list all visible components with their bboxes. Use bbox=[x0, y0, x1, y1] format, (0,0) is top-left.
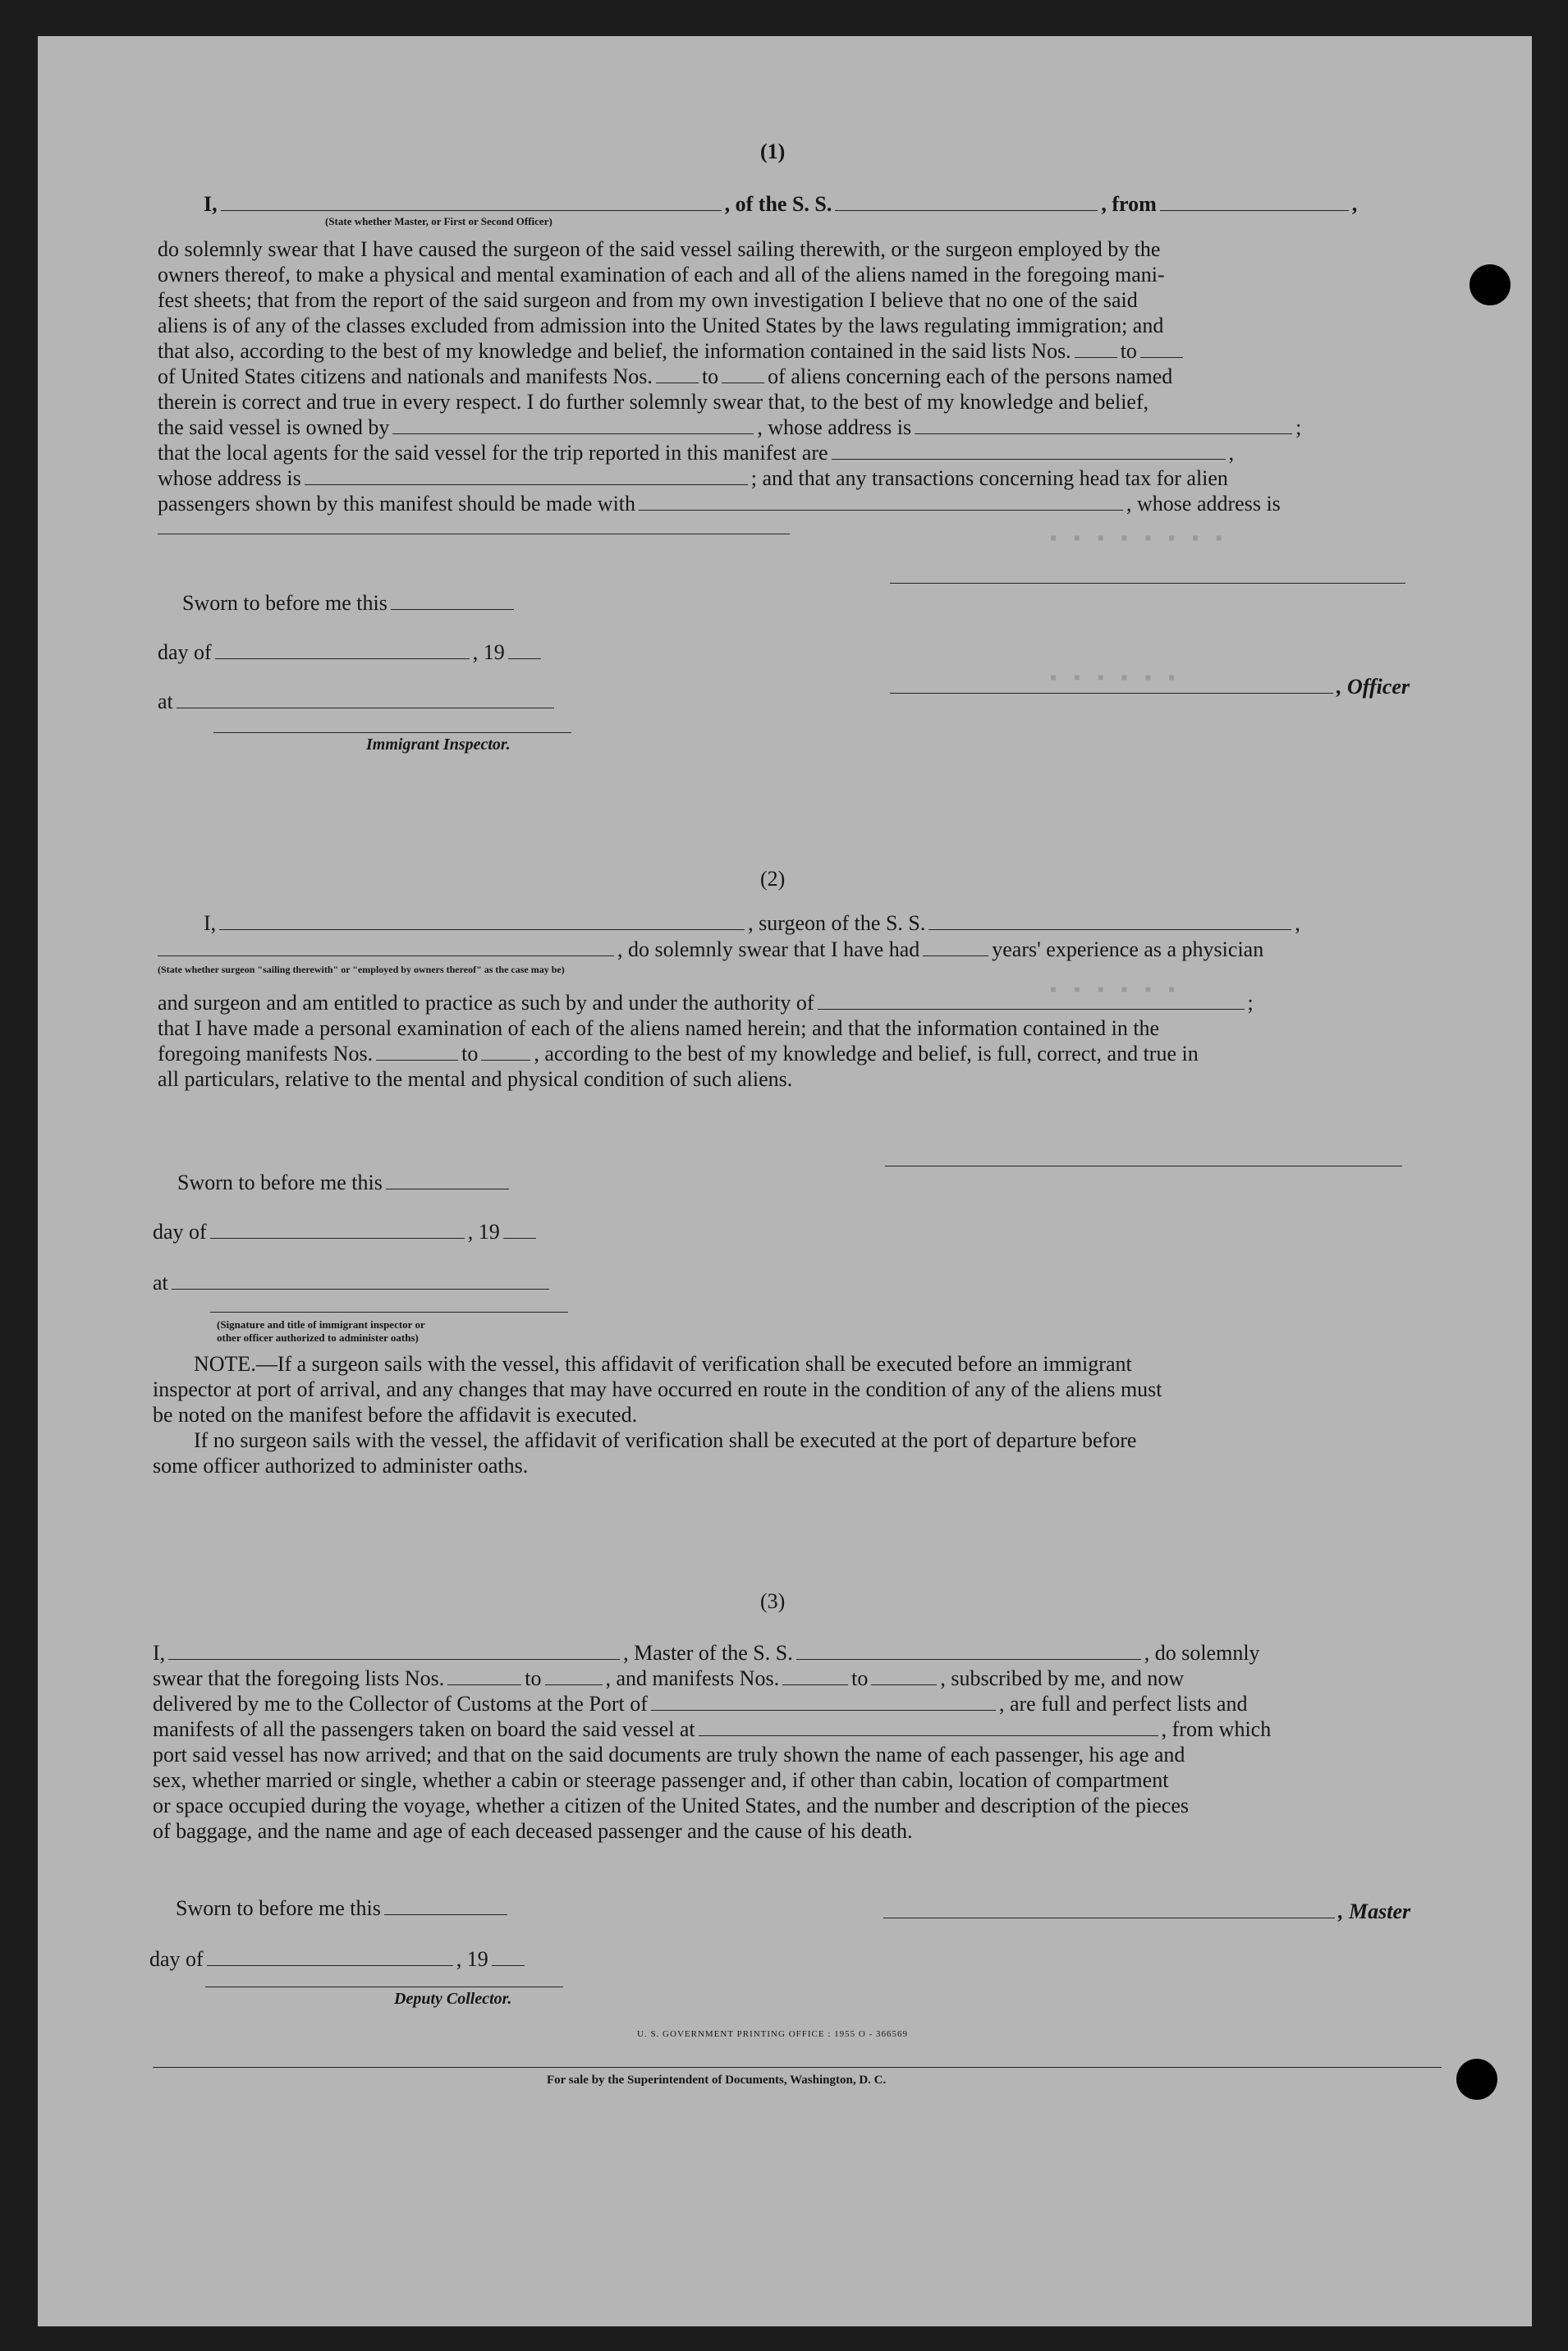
list-from-field[interactable] bbox=[447, 1668, 521, 1685]
to-label: to bbox=[1120, 339, 1137, 363]
body-line: fest sheets; that from the report of the said surgeon and from my own investigation I believe that no one of the said bbox=[158, 288, 1138, 312]
year-field[interactable] bbox=[492, 1949, 525, 1966]
section-3-body bbox=[153, 1640, 1445, 1844]
lists-text: , are full and perfect lists and bbox=[998, 1692, 1248, 1716]
made-with-text: passengers shown by this manifest should be made with bbox=[158, 492, 636, 516]
vessel-field[interactable] bbox=[928, 913, 1291, 930]
manifest-from-field[interactable] bbox=[656, 366, 699, 383]
note-line: be noted on the manifest before the affidavit is executed. bbox=[153, 1403, 638, 1427]
head-tax-text: ; and that any transactions concerning head tax for alien bbox=[750, 466, 1228, 490]
manifest-to-field[interactable] bbox=[481, 1043, 530, 1061]
list-to-field[interactable] bbox=[545, 1668, 603, 1685]
lists-text: swear that the foregoing lists Nos. bbox=[153, 1666, 445, 1690]
inspector-signature-line[interactable] bbox=[210, 1312, 568, 1313]
experience-line bbox=[158, 937, 1263, 962]
comma: , bbox=[1351, 192, 1358, 216]
body-line: owners thereof, to make a physical and mental examination of each and all of the aliens named in the foregoing mani- bbox=[158, 263, 1165, 286]
month-field[interactable] bbox=[210, 1221, 465, 1239]
surgeon-caption: (State whether surgeon "sailing therewith" or "employed by owners thereof" as the case may be) bbox=[158, 964, 565, 975]
month-field[interactable] bbox=[215, 642, 470, 659]
do-solemnly-text: , do solemnly bbox=[1144, 1641, 1260, 1665]
manifests-text: , and manifests Nos. bbox=[605, 1666, 780, 1690]
body-line bbox=[158, 491, 1447, 516]
manifest-from-field[interactable] bbox=[376, 1043, 458, 1061]
sworn-day-field[interactable] bbox=[384, 1898, 507, 1915]
body-line: therein is correct and true in every respect. I do further solemnly swear that, to the best of my knowledge and belief, bbox=[158, 390, 1149, 414]
year-label: , 19 bbox=[467, 1220, 500, 1244]
place-field[interactable] bbox=[172, 1272, 549, 1290]
body-line: all particulars, relative to the mental and physical condition of such aliens. bbox=[158, 1067, 793, 1091]
officer-line bbox=[204, 192, 1357, 217]
sworn-day-field[interactable] bbox=[391, 593, 514, 610]
body-line: of baggage, and the name and age of each deceased passenger and the cause of his death. bbox=[153, 1819, 913, 1843]
swear-text: , do solemnly swear that I have had bbox=[617, 937, 920, 961]
subscribed-text: , subscribed by me, and now bbox=[940, 1666, 1185, 1690]
day-of-line bbox=[149, 1947, 528, 1972]
sale-notice: For sale by the Superintendent of Documents, Washington, D. C. bbox=[547, 2074, 887, 2087]
list-from-field[interactable] bbox=[1075, 341, 1117, 358]
section-1-number: (1) bbox=[760, 140, 786, 163]
surgeon-name-field[interactable] bbox=[219, 913, 745, 930]
body-line: the said vessel is owned by , whose address is ; bbox=[158, 415, 1302, 439]
note-line: inspector at port of arrival, and any changes that may have occurred en route in the condition of any of the aliens must bbox=[153, 1377, 1162, 1401]
to-label: to bbox=[461, 1042, 479, 1066]
section-1-body bbox=[158, 236, 1447, 516]
years-text: years' experience as a physician bbox=[992, 937, 1264, 961]
day-of-label: day of bbox=[158, 640, 212, 664]
agents-field[interactable] bbox=[832, 442, 1226, 460]
master-signature-line bbox=[883, 1900, 1410, 1924]
authority-field[interactable] bbox=[818, 992, 1245, 1010]
to-label: to bbox=[701, 364, 719, 388]
agents-address-field[interactable] bbox=[305, 468, 748, 485]
inspector-signature-line[interactable] bbox=[213, 732, 571, 733]
body-line bbox=[153, 1666, 1445, 1691]
year-label: , 19 bbox=[456, 1947, 488, 1971]
note-line: NOTE.—If a surgeon sails with the vessel, this affidavit of verification shall be executed before an immigrant bbox=[194, 1352, 1132, 1376]
vessel-name-field[interactable] bbox=[835, 194, 1098, 211]
body-line bbox=[153, 1640, 1445, 1666]
body-line: port said vessel has now arrived; and that on the said documents are truly shown the name of each passenger, his age and bbox=[153, 1743, 1185, 1767]
at-label: at bbox=[158, 690, 173, 713]
surgeon-type-field[interactable] bbox=[158, 939, 614, 956]
body-line: that the local agents for the said vessel for the trip reported in this manifest are , bbox=[158, 441, 1235, 465]
body-line: do solemnly swear that I have caused the surgeon of the said vessel sailing therewith, or the surgeon employed by the bbox=[158, 237, 1161, 261]
manifests-text: of United States citizens and nationals and manifests Nos. bbox=[158, 364, 653, 388]
deputy-label: Deputy Collector. bbox=[394, 1990, 512, 2008]
head-tax-party-field[interactable] bbox=[639, 493, 1123, 511]
day-of-label: day of bbox=[153, 1220, 207, 1244]
body-line bbox=[158, 338, 1447, 364]
body-line: or space occupied during the voyage, whether a citizen of the United States, and the number and description of the pieces bbox=[153, 1794, 1190, 1817]
port-field[interactable] bbox=[651, 1693, 996, 1711]
agents-text: that the local agents for the said vessel for the trip reported in this manifest are bbox=[158, 441, 828, 465]
i-label: I, bbox=[204, 192, 218, 216]
to-label: to bbox=[525, 1666, 542, 1690]
body-line: and surgeon and am entitled to practice as such by and under the authority of ; bbox=[158, 991, 1254, 1015]
body-line: sex, whether married or single, whether a cabin or steerage passenger and, if other than cabin, location of compartment bbox=[153, 1768, 1169, 1792]
from-which-text: , from which bbox=[1161, 1717, 1272, 1741]
place-field[interactable] bbox=[177, 691, 554, 708]
sworn-label: Sworn to before me this bbox=[182, 591, 387, 615]
sworn-label: Sworn to before me this bbox=[176, 1896, 381, 1920]
owned-by-text: the said vessel is owned by bbox=[158, 415, 390, 439]
vessel-field[interactable] bbox=[796, 1643, 1141, 1660]
body-line bbox=[153, 1716, 1445, 1742]
section-3-number: (3) bbox=[760, 1589, 786, 1613]
section-2-number: (2) bbox=[760, 867, 786, 891]
to-label: to bbox=[851, 1666, 869, 1690]
sworn-day-field[interactable] bbox=[386, 1172, 509, 1189]
whose-address-label: , whose address is bbox=[1126, 492, 1281, 516]
sig-caption-2: other officer authorized to administer oaths) bbox=[217, 1331, 419, 1344]
manifests-text: foregoing manifests Nos. bbox=[158, 1042, 374, 1066]
note-line: If no surgeon sails with the vessel, the affidavit of verification shall be executed at the port of departure before bbox=[194, 1428, 1137, 1452]
manifest-to-field[interactable] bbox=[722, 366, 764, 383]
surgeon-of-label: , surgeon of the S. S. bbox=[748, 911, 926, 935]
manifest-from-field[interactable] bbox=[782, 1668, 848, 1685]
day-of-line bbox=[153, 1220, 539, 1244]
i-label: I, bbox=[204, 911, 217, 935]
bleed-through: ▪ ▪ ▪ ▪ ▪ ▪ bbox=[1048, 668, 1178, 690]
body-line bbox=[158, 465, 1447, 491]
master-label: , Master bbox=[1338, 1900, 1411, 1923]
collector-text: delivered by me to the Collector of Customs at the Port of bbox=[153, 1692, 648, 1716]
body-line bbox=[158, 1041, 1447, 1066]
month-field[interactable] bbox=[207, 1949, 453, 1966]
manifest-to-field[interactable] bbox=[871, 1668, 937, 1685]
owner-address-field[interactable] bbox=[915, 417, 1292, 434]
year-field[interactable] bbox=[508, 642, 541, 659]
whose-address-text: whose address is bbox=[158, 466, 301, 490]
punch-hole-bottom bbox=[1456, 2059, 1497, 2100]
section-2-body bbox=[158, 990, 1447, 1092]
body-line: that I have made a personal examination of each of the aliens named herein; and that the information contained in the bbox=[158, 1016, 1160, 1040]
day-of-label: day of bbox=[149, 1947, 204, 1971]
according-text: , according to the best of my knowledge and belief, is full, correct, and true in bbox=[534, 1042, 1199, 1066]
sworn-line bbox=[177, 1171, 512, 1195]
sworn-line bbox=[176, 1896, 511, 1921]
whose-address-label: , whose address is bbox=[757, 415, 912, 439]
year-field[interactable] bbox=[503, 1221, 536, 1239]
punch-hole-top bbox=[1469, 264, 1511, 305]
at-label: at bbox=[153, 1271, 168, 1295]
officer-caption: (State whether Master, or First or Second Officer) bbox=[325, 215, 552, 227]
officer-label: , Officer bbox=[1336, 675, 1410, 699]
authority-text: and surgeon and am entitled to practice as such by and under the authority of bbox=[158, 991, 814, 1015]
list-to-field[interactable] bbox=[1140, 341, 1183, 358]
footer-rule bbox=[153, 2067, 1442, 2068]
gpo-imprint: U. S. GOVERNMENT PRINTING OFFICE : 1955 O - 366569 bbox=[637, 2029, 909, 2039]
from-port-field[interactable] bbox=[1160, 194, 1349, 211]
officer-signature-field[interactable] bbox=[890, 676, 1333, 694]
bleed-through: ▪ ▪ ▪ ▪ ▪ ▪ bbox=[1048, 980, 1178, 1002]
from-label: , from bbox=[1101, 192, 1157, 216]
inspector-label: Immigrant Inspector. bbox=[366, 736, 511, 754]
years-field[interactable] bbox=[923, 939, 988, 956]
bleed-through: ▪ ▪ ▪ ▪ ▪ ▪ ▪ ▪ bbox=[1048, 529, 1226, 551]
surgeon-line: I, , surgeon of the S. S. , bbox=[204, 911, 1300, 935]
day-of-line bbox=[158, 640, 544, 665]
note-line: some officer authorized to administer oaths. bbox=[153, 1454, 529, 1478]
body-line bbox=[158, 364, 1447, 389]
signature-line[interactable] bbox=[890, 583, 1405, 584]
year-label: , 19 bbox=[472, 640, 505, 664]
at-line bbox=[158, 690, 557, 714]
sworn-line bbox=[182, 591, 517, 616]
embark-port-field[interactable] bbox=[699, 1719, 1158, 1736]
i-label: I, bbox=[153, 1641, 166, 1665]
sig-caption-1: (Signature and title of immigrant inspector or bbox=[217, 1318, 425, 1331]
at-line bbox=[153, 1271, 552, 1295]
officer-signature-line bbox=[890, 675, 1410, 699]
officer-name-field[interactable] bbox=[221, 194, 722, 211]
of-aliens-text: of aliens concerning each of the persons named bbox=[768, 364, 1173, 388]
master-name-field[interactable] bbox=[168, 1643, 620, 1660]
body-line: aliens is of any of the classes excluded from admission into the United States by the laws regulating immigration; and bbox=[158, 314, 1164, 337]
owner-field[interactable] bbox=[392, 417, 754, 434]
manifests-text: manifests of all the passengers taken on board the said vessel at bbox=[153, 1717, 695, 1741]
sworn-label: Sworn to before me this bbox=[177, 1171, 383, 1194]
master-signature-field[interactable] bbox=[883, 1901, 1335, 1918]
form-sheet bbox=[38, 36, 1532, 2326]
body-line bbox=[153, 1691, 1445, 1716]
lists-text: that also, according to the best of my knowledge and belief, the information contained in the said lists Nos. bbox=[158, 339, 1071, 363]
ss-label: , of the S. S. bbox=[724, 192, 832, 216]
master-of-label: , Master of the S. S. bbox=[623, 1641, 793, 1665]
note-block bbox=[153, 1351, 1442, 1478]
